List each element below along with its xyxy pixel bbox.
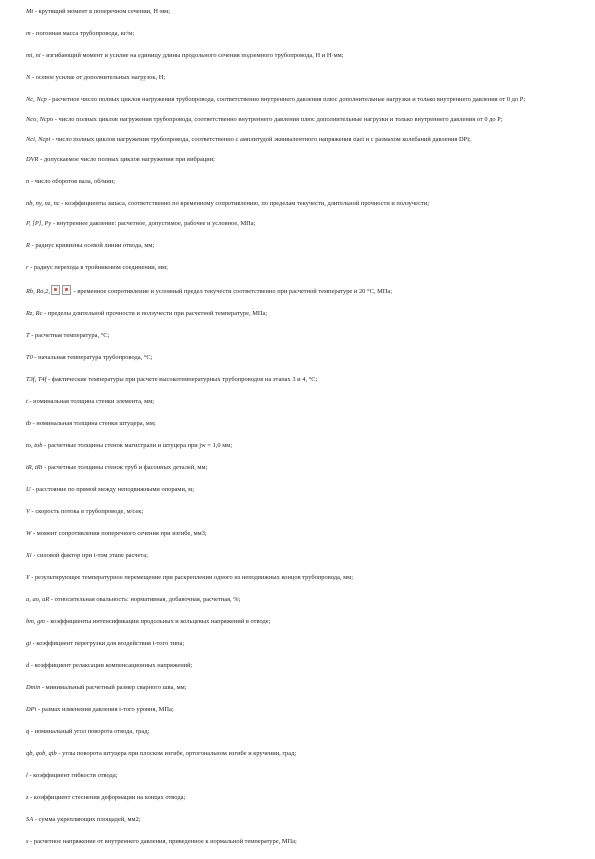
list-item (26, 793, 574, 802)
definition: - коэффициенты запаса, соответственно по временному сопротивлению, по пределам текучести, длительной прочности и ползучести; (59, 200, 429, 207)
definition: - начальная температура трубопровода, °С; (32, 354, 153, 361)
definition: - углы поворота штуцера при плоском изгибе, ортогональном изгибе и кручении, град; (56, 750, 297, 757)
definition: - номинальный угол поворота отвода, град; (29, 728, 150, 735)
definition: - внутреннее давление: расчетное, допустимое, рабочее и условное, МПа; (51, 220, 256, 227)
symbol: d (26, 662, 30, 669)
definition: - скорость потока в трубопроводе, м/сек; (29, 508, 144, 515)
symbol: s (26, 838, 29, 845)
definition: - относительная овальность: нормативная, добавочная, расчетная, %; (49, 596, 241, 603)
symbol: n (26, 178, 30, 185)
list-item (26, 441, 574, 450)
definition: - погонная масса трубопровода, кг/м; (30, 30, 135, 37)
symbol: Mt (26, 8, 34, 15)
notation-list (26, 7, 574, 859)
list-item (26, 815, 574, 824)
definition: - результирующее температурное перемещение при раскреплении одного из неподвижных концов трубопровода, мм; (29, 574, 354, 581)
list-item (26, 683, 574, 692)
list-item (26, 199, 574, 208)
symbol: Nc, Ncp (26, 96, 47, 103)
symbol: U (26, 486, 31, 493)
symbol: q (26, 728, 30, 735)
definition: - радиус перехода в тройниковом соединении, мм; (28, 264, 168, 271)
list-item (26, 463, 574, 472)
list-item (26, 375, 574, 384)
list-item (26, 771, 574, 780)
definition: - расчетное напряжение от внутреннего давления, приведенное к нормальной температуре, МПа; (28, 838, 297, 845)
list-item (26, 397, 574, 406)
definition: - коэффициент релаксации компенсационных напряжений; (29, 662, 193, 669)
symbol: Dmin (26, 684, 41, 691)
symbol: Nci, Ncpi (26, 136, 51, 143)
symbol: nb, ny, nz, nc (26, 200, 60, 207)
definition: - момент сопротивления поперечного сечения при изгибе, мм3; (31, 530, 207, 537)
symbol: Rz, Rc (26, 310, 43, 317)
list-item (26, 177, 574, 186)
list-item (26, 661, 574, 670)
list-item (26, 29, 574, 38)
symbol: T3f, T4f (26, 376, 47, 383)
list-item (26, 135, 574, 144)
symbol: qb, qob, qtb (26, 750, 57, 757)
definition: - расстояние по прямой между неподвижными опорами, м; (30, 486, 194, 493)
list-item (26, 551, 574, 560)
definition: - номинальная толщина стенки элемента, мм; (27, 398, 155, 405)
definition: - номинальная толщина стенки штуцера, мм; (31, 420, 156, 427)
definition: - фактические температуры при расчете высокотемпературных трубопроводов на этапах 3 и 4, °С; (46, 376, 318, 383)
list-item (26, 51, 574, 60)
symbol: l (26, 772, 28, 779)
broken-image-icon (62, 285, 71, 295)
definition: - число полных циклов нагружения трубопровода, соответственно с амплитудой эквивалентного напряжения σaei и с размахом колебаний давления DPi; (50, 136, 471, 143)
definition: - крутящий момент в поперечном сечении, Н·мм; (33, 8, 171, 15)
symbol: t (26, 398, 28, 405)
list-item (26, 485, 574, 494)
definition: - временное сопротивление и условный предел текучести соответственно при расчетной температуре и 20 °С, МПа; (71, 288, 393, 295)
list-item (26, 419, 574, 428)
symbol: a, ao, aR (26, 596, 50, 603)
list-item (26, 749, 574, 758)
definition: - число полных циклов нагружения трубопровода, соответственно внутреннего давления плюс дополнительные нагрузки и только внутреннего давления от 0 до P; (53, 116, 503, 123)
symbol: R (26, 242, 30, 249)
definition: - коэффициент стеснения деформации на концах отвода; (28, 794, 186, 801)
definition: - коэффициенты интенсификации продольных и кольцевых напряжений в отводе; (44, 618, 271, 625)
definition: - пределы длительной прочности и ползучести при расчетной температуре, МПа; (42, 310, 268, 317)
list-item (26, 573, 574, 582)
broken-image-icon (51, 285, 60, 295)
symbol: Y (26, 574, 30, 581)
list-item (26, 95, 574, 104)
definition: - расчетные толщины стенок магистрали и штуцера при jw = 1,0 мм; (42, 442, 233, 449)
definition: - минимальный расчетный размер сварного шва, мм; (40, 684, 187, 691)
definition: - расчетная температура, °С; (29, 332, 110, 339)
symbol: N (26, 74, 31, 81)
definition: - сумма укрепляющих площадей, мм2; (33, 816, 141, 823)
definition: - радиус кривизны осевой линии отвода, мм; (29, 242, 155, 249)
list-item (26, 155, 574, 164)
list-item (26, 219, 574, 228)
list-item (26, 263, 574, 272)
definition: - допускаемое число полных циклов нагружения при вибрации; (38, 156, 215, 163)
list-item (26, 241, 574, 250)
symbol: to, tob (26, 442, 43, 449)
list-item (26, 507, 574, 516)
symbol: P, [P], Py (26, 220, 52, 227)
symbol: W (26, 530, 32, 537)
definition: - расчетное число полных циклов нагружения трубопровода, соответственно внутреннего давления плюс дополнительные нагрузки и только внутреннего давления от 0 до P; (46, 96, 526, 103)
definition: - коэффициент перегрузки для воздействия i-того типа; (31, 640, 185, 647)
symbol: SA (26, 816, 34, 823)
definition: - осевое усилие от дополнительных нагрузок, Н; (30, 74, 166, 81)
definition: - расчетные толщины стенок труб и фасонных деталей, мм; (42, 464, 208, 471)
list-item (26, 639, 574, 648)
definition: - число оборотов вала, об/мин; (29, 178, 116, 185)
list-item (26, 73, 574, 82)
symbol: m (26, 30, 31, 37)
list-item (26, 7, 574, 16)
symbol: r (26, 264, 29, 271)
symbol: T (26, 332, 30, 339)
list-item (26, 727, 574, 736)
list-item (26, 529, 574, 538)
definition: - коэффициент гибкости отвода; (27, 772, 118, 779)
symbol: V (26, 508, 30, 515)
symbol: Xi (26, 552, 32, 559)
definition: - изгибающий момент и усилие на единицу длины продольного сечения подземного трубопровода, Н и Н·мм; (40, 52, 344, 59)
list-item (26, 331, 574, 340)
symbol: tR, tRi (26, 464, 43, 471)
list-item (26, 617, 574, 626)
list-item (26, 309, 574, 318)
definition: - силовой фактор при i-том этапе расчета; (31, 552, 148, 559)
symbol: bm, gm (26, 618, 45, 625)
list-item (26, 595, 574, 604)
symbol: Nco, Ncpo (26, 116, 54, 123)
symbol: mi, ni (26, 52, 41, 59)
list-item (26, 115, 574, 124)
symbol: DPi (26, 706, 37, 713)
definition: - размах изменения давления i-того уровня, МПа; (36, 706, 174, 713)
list-item (26, 285, 574, 296)
symbol: DVR (26, 156, 39, 163)
list-item (26, 353, 574, 362)
symbol: tb (26, 420, 32, 427)
symbol: T0 (26, 354, 33, 361)
symbol: gi (26, 640, 32, 647)
symbol: Rb, Ro,2, (26, 288, 50, 295)
list-item (26, 705, 574, 714)
symbol: z (26, 794, 29, 801)
